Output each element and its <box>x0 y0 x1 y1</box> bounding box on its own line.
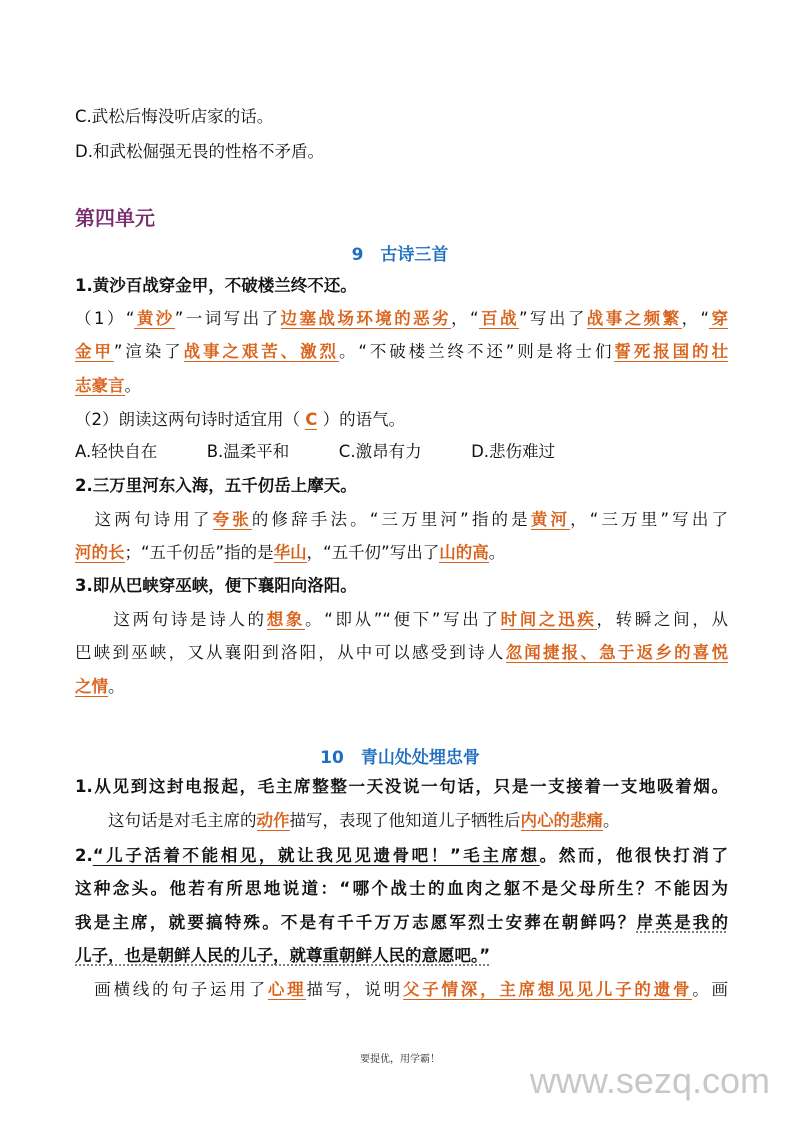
text-segment: 1.从见到这封电报起，毛主席整整一天没说一句话，只是一支接着一支地吸着烟。 <box>75 777 728 796</box>
text-segment: 。 <box>108 677 125 696</box>
answer-text: 志豪言 <box>75 376 125 395</box>
text-segment: “儿子活着不能相见，就让我见见遗骨吧！”毛主席想 <box>92 846 540 865</box>
text-segment: ；“五千仞岳”指的是 <box>124 543 274 562</box>
text-line <box>75 776 728 798</box>
text-segment: ”写出了 <box>518 309 587 328</box>
text-segment: 。 <box>488 543 506 562</box>
text-segment: 。然而，他很快打消了 <box>539 846 728 865</box>
answer-text: 河的长 <box>75 543 125 562</box>
answer-text: 百战 <box>478 309 519 328</box>
text-line <box>75 575 728 597</box>
answer-text: 忽闻捷报、急于返乡的喜悦 <box>505 643 728 662</box>
answer-text: 战事之艰苦、激烈 <box>183 342 339 361</box>
text-segment: （1）“ <box>75 309 135 328</box>
text-segment: 。“即从”“便下”写出了 <box>305 610 501 629</box>
text-line <box>75 441 728 463</box>
text-segment: 描写，说明 <box>306 980 403 999</box>
text-segment: 2.三万里河东入海，五千仞岳上摩天。 <box>75 476 357 495</box>
text-segment: 巴峡到巫峡，又从襄阳到洛阳，从中可以感受到诗人 <box>75 643 506 662</box>
answer-text: 黄河 <box>530 510 571 529</box>
text-segment: 我是主席，就要搞特殊。不是有千千万万志愿军烈士安葬在朝鲜吗？ <box>75 913 637 932</box>
footer-slogan: 要提优，用学霸！ <box>360 1054 440 1065</box>
text-segment: 3.即从巴峡穿巫峡，便下襄阳向洛阳。 <box>75 576 357 595</box>
answer-text: 内心的悲痛 <box>520 811 603 830</box>
text-segment: ，“三万里”写出了 <box>570 510 728 529</box>
text-line <box>75 945 728 967</box>
text-line <box>75 509 728 531</box>
answer-text: 心理 <box>267 980 307 999</box>
answer-text: 华山 <box>273 543 307 562</box>
text-segment: ，转瞬之间，从 <box>596 610 728 629</box>
text-line <box>75 878 728 900</box>
text-segment: ，“ <box>681 309 710 328</box>
text-segment: 这两句诗是诗人的 <box>75 610 267 629</box>
text-line <box>75 475 728 497</box>
text-segment: 。 <box>124 376 141 395</box>
text-segment: 儿子，也是朝鲜人民的儿子，就尊重朝鲜人民的意愿吧。” <box>75 946 491 965</box>
text-segment: D.和武松倔强无畏的性格不矛盾。 <box>75 142 324 161</box>
answer-text: 时间之迅疾 <box>500 610 597 629</box>
text-line <box>75 642 728 664</box>
answer-text: 夸张 <box>212 510 252 529</box>
answer-text: 誓死报国的壮 <box>614 342 728 361</box>
text-segment: C.武松后悔没听店家的话。 <box>75 107 274 126</box>
answer-text: 山的高 <box>439 543 489 562</box>
text-segment: 。 <box>603 811 620 830</box>
lesson-10-title: 10 青山处处埋忠骨 <box>320 748 480 768</box>
text-line <box>75 979 728 1001</box>
text-line <box>75 308 728 330</box>
text-line <box>75 810 728 832</box>
text-segment: ”渲染了 <box>113 342 184 361</box>
text-line <box>75 409 728 431</box>
answer-text: 战事之频繁 <box>586 309 682 328</box>
text-segment: （2）朗读这两句诗时适宜用（ <box>75 410 306 429</box>
text-line <box>75 275 728 297</box>
answer-text: 穿 <box>709 309 728 328</box>
text-line <box>75 375 728 397</box>
text-segment: ，“ <box>451 309 479 328</box>
text-line <box>75 676 728 698</box>
answer-text: 想象 <box>266 610 306 629</box>
answer-text: 父子情深，主席想见见儿子的遗骨 <box>402 980 693 999</box>
answer-text: 金甲 <box>75 342 114 361</box>
answer-text: 动作 <box>256 811 290 830</box>
text-segment: 画横线的句子运用了 <box>75 980 268 999</box>
text-line <box>75 542 728 564</box>
text-segment: 描写，表现了他知道儿子牺牲后 <box>289 811 521 830</box>
text-line <box>75 341 728 363</box>
lesson-9-title: 9 古诗三首 <box>351 245 449 265</box>
text-segment: 1.黄沙百战穿金甲，不破楼兰终不还。 <box>75 276 357 295</box>
text-segment: 这种念头。他若有所思地说道：“哪个战士的血肉之躯不是父母所生？不能因为 <box>75 879 728 898</box>
text-segment: 2. <box>75 846 93 865</box>
text-segment: 的修辞手法。“三万里河”指的是 <box>251 510 531 529</box>
answer-text: C <box>305 410 318 429</box>
text-line <box>75 912 728 934</box>
text-segment: 。画 <box>692 980 728 999</box>
text-segment: ）的语气。 <box>317 410 406 429</box>
answer-text: 之情 <box>75 677 108 696</box>
watermark: www.sezq.com <box>529 1060 770 1101</box>
text-line <box>75 845 728 867</box>
text-segment: 这句话是对毛主席的 <box>75 811 257 830</box>
text-segment: 岸英是我的 <box>636 913 728 932</box>
text-segment: A.轻快自在 B.温柔平和 C.激昂有力 D.悲伤难过 <box>75 442 556 461</box>
text-segment: ”一词写出了 <box>174 309 281 328</box>
text-line <box>75 106 728 128</box>
text-segment: 这两句诗用了 <box>75 510 213 529</box>
text-segment: ，“五千仞”写出了 <box>306 543 440 562</box>
text-segment: 。“不破楼兰终不还”则是将士们 <box>338 342 615 361</box>
unit-title: 第四单元 <box>75 206 155 230</box>
answer-text: 边塞战场环境的恶劣 <box>280 309 452 328</box>
text-line <box>75 609 728 631</box>
text-line <box>75 141 728 163</box>
answer-text: 黄沙 <box>134 309 175 328</box>
